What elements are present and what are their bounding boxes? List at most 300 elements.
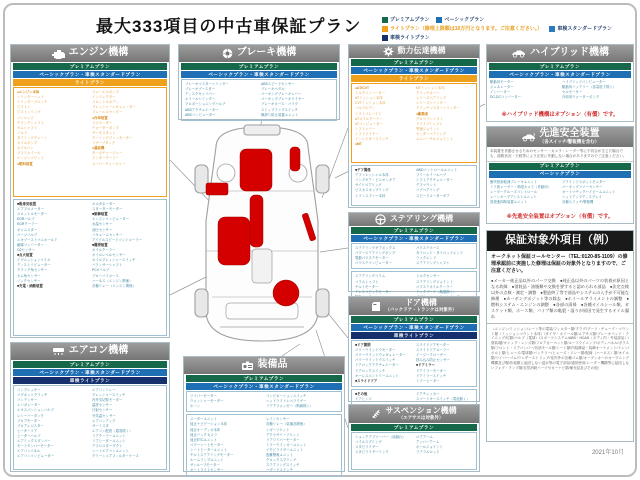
list-item: スーパーチャージャー: [92, 161, 126, 166]
panel-steering: [348, 212, 480, 292]
power-bar-basic: ベーシックプラン・車検スタンダードプラン: [351, 67, 477, 74]
list-item: クロックスプリング: [266, 458, 297, 463]
list-item: スターターモーター: [92, 207, 123, 212]
list-item: 純正バックカメラ: [190, 432, 218, 437]
steering-bar-premium: プレミアムプラン: [351, 227, 477, 234]
list-item: コンデンサー: [17, 398, 38, 403]
list-item: ■吸排気装置: [17, 202, 37, 206]
list-item: ヘッドライトレベライザー: [266, 399, 307, 404]
list-item: パワステオイルクーラー: [416, 284, 453, 289]
list-item: スロットルボディ: [92, 100, 119, 105]
list-item: ハブベアリング: [416, 188, 440, 193]
panel-engine: [10, 44, 170, 338]
list-item: ドアミラーモーター: [416, 368, 447, 373]
engine-light-list: [13, 87, 167, 197]
door-header: ドア機構 （バックドア・トランクは対象外）: [349, 297, 479, 315]
list-item: トルクセンサー: [416, 274, 440, 279]
list-item: ABSスピードセンサー: [261, 82, 295, 86]
steering-header: ステアリング機構: [349, 213, 479, 226]
list-item: プロポーショニングバルブ: [185, 102, 226, 107]
hybrid-car-icon: [511, 49, 526, 58]
list-item: クリーンエアフィルターケース: [92, 454, 139, 459]
list-item: ハザードスイッチ: [266, 468, 293, 473]
list-item: ATミッション本体: [355, 96, 383, 101]
list-item: ユニバーサルジョイント: [416, 137, 453, 142]
list-item: 電動パワステモーター: [355, 256, 389, 261]
list-item: ラックエンド: [416, 256, 437, 261]
equipment-bar-premium: プレミアムプラン: [186, 375, 342, 382]
list-item: 4WDコントロールユニット: [416, 168, 458, 172]
list-item: シフトワイヤー: [355, 131, 379, 136]
list-item: クランクシャフト: [17, 120, 44, 125]
engine-icon: [52, 49, 65, 59]
list-item: サンルーフモーター: [190, 463, 220, 468]
list-item: ■ドア開閉: [355, 343, 371, 347]
list-item: エアコンアンプ: [92, 418, 116, 423]
suspension-bar-premium: プレミアムプラン: [351, 424, 477, 431]
hybrid-header: ハイブリッド機構: [487, 45, 633, 62]
safety-disclaimer: 本装置を作動させるためのセンサー・カメラ・レーダー等に不具合が生じた場合でも、道路状況・天候等により正常に作動しない場合がありますのでご注意ください。: [487, 147, 633, 162]
list-item: ステアリングスイッチ: [266, 463, 300, 468]
panel-equipment: [183, 356, 345, 472]
aircon-bar-basic: ベーシックプラン・車検スタンダードプラン: [13, 369, 167, 376]
list-item: エアコンパネル: [17, 449, 41, 454]
list-item: パワステコンピューター: [355, 261, 392, 266]
steering-bar-basic: ベーシックプラン・車検スタンダードプラン: [351, 235, 477, 242]
list-item: PCVバルブ: [92, 268, 110, 273]
list-item: CVTミッション本体: [355, 101, 386, 106]
list-item: ステアリングジョイント: [416, 279, 453, 284]
list-item: シガーソケット: [266, 427, 290, 432]
brake-disc-icon: [222, 48, 233, 59]
list-item: クーリングファンモーター: [92, 135, 133, 140]
list-item: 等速ジョイント: [416, 126, 440, 131]
list-item: 日射センサー: [92, 408, 113, 413]
list-item: ATコンピューター: [355, 121, 383, 126]
panel-aircon: [10, 342, 170, 472]
hybrid-list: [487, 78, 633, 108]
power-light-list: [351, 83, 477, 163]
list-item: ビスカスカップリング: [355, 188, 389, 193]
list-item: ドアロックスイッチ: [355, 368, 386, 373]
equipment-premium-list: [186, 414, 342, 476]
exclusions-bullet-list: ●メーカー純正品以外のパーツ交換 ●純正品以外のパーツの装着が原因となる故障 ●消耗品・油脂類や交換を要すると認められる部品 ●法定点検以外の点検・測定・調整 ●製造終了等で部品やシステムの入手が不可能な修理 ●カーボンデポジット等の除去 ●ホイールアライメントの調整 ●燃料システム・エンジンの調整 ●各部の清掃 ●各種オイルシール類、ガスケット類、ホース類、パイプ類の亀裂・湿りが原因で発生するオイル漏れ: [491, 278, 629, 319]
list-item: フライホイール: [17, 151, 41, 156]
list-item: ●燃料装置: [17, 161, 33, 166]
list-item: シフトソレノイド: [355, 111, 382, 116]
panel-brake: [178, 44, 340, 120]
list-item: ターボチャージャー: [92, 151, 123, 156]
list-item: フリーホイールハブ: [416, 173, 447, 178]
list-item: スマートキースイッチ（電池除く）: [416, 396, 470, 401]
list-item: ブレーキホース・パイプ: [261, 102, 298, 107]
list-item: ■デフ関係: [355, 168, 371, 172]
list-item: ホーン: [190, 404, 201, 409]
list-item: レリーズベアリング: [416, 96, 447, 101]
panel-door: [348, 296, 480, 402]
list-item: サーモスタット: [92, 130, 116, 135]
steering-wheel-icon: [375, 214, 386, 225]
list-item: エキスパンションバルブ: [17, 408, 54, 413]
list-item: ドライブシャフト: [416, 121, 443, 126]
power-bar-premium: プレミアムプラン: [351, 59, 477, 66]
list-item: エキゾーストマニホールド: [17, 237, 58, 242]
list-item: ラジエーター: [92, 120, 113, 125]
list-item: アイドルスピードコントローラー: [92, 237, 143, 242]
safety-header: 先進安全装置 （各スイッチ/警報機を含む）: [487, 127, 633, 147]
shock-absorber-icon: [371, 408, 381, 420]
list-item: レリーズシリンダー: [416, 101, 447, 106]
list-item: 誤発進抑制装置ユニット: [490, 200, 528, 205]
list-item: モードダンパーモーター: [17, 444, 54, 449]
list-item: ブロアモーター: [17, 418, 41, 423]
list-item: インバーター: [490, 90, 511, 95]
list-item: プレッシャースイッチ: [92, 393, 126, 398]
list-item: コンビネーションスイッチ: [266, 394, 307, 398]
power-bar-light: ライトプラン: [351, 75, 477, 82]
list-item: ロアアーム: [416, 435, 433, 439]
list-item: ●エンジン本体: [17, 90, 40, 94]
list-item: オイルポンプ: [17, 141, 38, 146]
panel-suspension: [348, 404, 480, 472]
panel-hybrid: [486, 44, 634, 122]
list-item: 触媒コンバーター: [17, 242, 44, 247]
list-item: エアフロメーター: [17, 207, 45, 212]
list-item: 横滑り防止装置ユニット: [261, 112, 299, 117]
list-item: オイルクーラー: [92, 247, 116, 252]
list-item: チルトモーター: [355, 284, 379, 289]
list-item: チルトステアリングモーター: [190, 453, 234, 458]
list-item: リアデフォッガー（断線除く）: [266, 404, 314, 409]
list-item: パワーシートモーター: [190, 442, 224, 447]
list-item: スライドドアモーター: [416, 343, 450, 347]
list-item: エバポレーター: [17, 403, 41, 408]
car-top-view-diagram: [186, 121, 338, 347]
issue-date: 2021年10月: [591, 450, 624, 456]
list-item: 駆動用バッテリー（容量低下除く）: [562, 85, 617, 90]
list-item: ホイールシリンダー: [185, 97, 216, 102]
list-item: ステアリングコラム: [355, 274, 386, 279]
legend-premium: プレミアムプラン: [382, 16, 429, 23]
list-item: パワーウインドウレギュレーター: [355, 353, 406, 358]
list-item: ディスクキャリパー: [185, 92, 216, 97]
list-item: メーターユニット: [190, 417, 217, 422]
list-item: インジェクター: [92, 95, 116, 100]
safety-option-note: ※先進安全装置はオプション（有償）です。: [506, 214, 614, 220]
list-item: トルクコンバーター: [355, 91, 386, 96]
list-item: ●冷却装置: [92, 115, 108, 120]
legend-light: ライトプラン（修理上限額は10万円となります。ご注意ください。）: [382, 25, 542, 32]
list-item: レシーバータンク: [17, 413, 44, 418]
list-item: 衝突被害軽減ブレーキユニット: [490, 179, 538, 184]
list-item: エアミックスダンパー: [17, 439, 51, 444]
list-item: リングギア・ピニオンギア: [355, 178, 396, 183]
list-item: インタークーラー: [92, 156, 119, 161]
list-item: ステアリングシャフト: [416, 261, 450, 266]
list-item: ミラーヒーター: [416, 378, 440, 383]
legend-syaken-standard: 車検スタンダードプラン: [549, 25, 612, 32]
list-item: O2センサー: [17, 247, 36, 252]
list-item: バキュームセンサー: [92, 232, 123, 237]
list-item: ハーネス（エンジン関係）: [92, 278, 133, 283]
list-item: ■スライドドア: [355, 378, 378, 383]
door-bar-premium: プレミアムプラン: [351, 316, 477, 323]
power-header: 動力伝達機構: [349, 45, 479, 58]
list-item: MTミッション本体: [416, 86, 445, 90]
list-item: 外気温センサー: [92, 413, 116, 418]
list-item: インヒビタースイッチ: [355, 137, 389, 142]
list-item: ワイパーモーター: [190, 394, 217, 398]
list-item: ショックアブソーバー（油漏れ）: [355, 435, 406, 439]
list-item: 各種リレー（装備品関係）: [266, 422, 307, 427]
list-item: ルームランプユニット: [190, 458, 224, 463]
list-item: セルモーター: [562, 90, 583, 95]
list-item: ピストンリング: [17, 110, 41, 115]
list-item: スタビライザー: [355, 445, 379, 450]
list-item: デファレンシャル本体: [355, 173, 389, 178]
exclusions-callcenter-note: オークネット保証コールセンター（TEL:0120-85-1109）の修理承認前に実施した修理は保証の対象外となりますので、ご注意ください。: [491, 254, 628, 274]
list-item: イグニッションコイル: [17, 258, 51, 263]
list-item: オートライトセンサー: [190, 468, 224, 473]
list-item: バランサーシャフト: [92, 263, 123, 268]
safety-bar-premium: プレミアムプラン: [489, 163, 631, 170]
list-item: 純正ナビゲーション本体: [190, 422, 228, 427]
hybrid-bar-premium: プレミアムプラン: [489, 63, 631, 70]
list-item: EGRバルブ: [17, 217, 35, 222]
list-item: 水温センサー: [92, 222, 113, 227]
list-item: パージバルブ: [17, 232, 38, 237]
list-item: ディストリビューター: [17, 263, 51, 268]
hybrid-bar-basic: ベーシックプラン・車検スタンダードプラン: [489, 71, 631, 78]
list-item: タイミングチェーン: [17, 135, 48, 140]
list-item: ステアリングギアボックス: [355, 246, 396, 250]
list-item: ブローバイホース: [92, 273, 119, 278]
list-item: エアコンコンピューター: [17, 454, 55, 459]
engine-bar-premium: プレミアムプラン: [13, 63, 167, 70]
list-item: ■点火装置: [17, 253, 33, 258]
list-item: ■充電・始動装置: [17, 283, 43, 288]
list-item: 温度センサー: [92, 403, 113, 408]
list-item: プレッシャーレギュレーター: [92, 105, 136, 110]
list-item: イージークローザー: [416, 353, 447, 358]
list-item: ブレーキペダル: [261, 87, 285, 92]
list-item: ラテラルロッド: [416, 450, 440, 455]
safety-sensor-car-icon: [521, 132, 536, 142]
power-premium-list: [351, 165, 477, 206]
list-item: エンジンマウント: [17, 156, 44, 161]
list-item: コラムシャフト: [355, 279, 379, 284]
list-item: 内外気切替モーター: [92, 398, 123, 403]
list-item: シフトアクチュエーター: [416, 178, 453, 183]
list-item: レインセンサー: [266, 417, 290, 422]
list-item: リザーブタンク: [92, 141, 116, 146]
list-item: 純正ETCユニット: [190, 437, 217, 442]
list-item: 各種リレー（エンジン関係）: [92, 283, 136, 288]
list-item: ミリ波レーダー・単眼カメラ（作動用）: [490, 184, 552, 189]
aircon-header: エアコン機構: [11, 343, 169, 360]
list-item: ドアチェッカー: [416, 391, 440, 396]
list-item: パワステホース: [416, 246, 440, 250]
list-item: ストップランプスイッチ: [261, 107, 298, 112]
list-item: アッパーアーム: [416, 440, 440, 445]
list-item: エアコン配管（腐食除く）: [92, 428, 133, 433]
steering-basic-list: [351, 243, 477, 269]
suspension-header: サスペンション機構 （エアサスは対象外）: [349, 405, 479, 423]
list-item: ラックブーツ（亀裂除く）: [416, 289, 457, 294]
engine-bar-light: ライトプラン: [13, 79, 167, 86]
aircon-icon: [52, 347, 65, 356]
list-item: シートエアコンユニット: [92, 449, 129, 454]
list-item: ウォーターポンプ: [92, 125, 119, 130]
list-item: クラッチカバー: [416, 91, 440, 96]
list-item: 盗難警報ユニット: [266, 453, 293, 458]
door-bar-syaken-light: 車検ライトプラン: [351, 332, 477, 339]
list-item: クランク角センサー: [17, 268, 48, 273]
list-item: スライドドアローラー: [416, 348, 450, 353]
list-item: デフマウント: [416, 183, 437, 188]
aircon-bar-syaken-light: 車検ライトプラン: [13, 377, 167, 384]
panel-power-transmission: [348, 44, 480, 208]
list-item: バルブボディ: [355, 106, 376, 111]
list-item: ATオイルクーラー: [355, 116, 383, 121]
list-item: イモビライザーユニット: [266, 447, 304, 452]
list-item: サイドベアリング: [355, 183, 382, 188]
list-item: DC-DCコンバーター: [490, 95, 522, 100]
list-item: ■潤滑装置: [92, 242, 108, 247]
safety-bar-basic: ベーシックプラン: [489, 171, 631, 178]
list-item: ヒーターバルブ: [17, 433, 41, 438]
list-item: オルタネーター: [92, 202, 116, 206]
list-item: ヒーターコア: [17, 428, 38, 433]
list-item: ■ドアミラー: [416, 363, 435, 368]
list-item: オイルパン: [17, 146, 34, 151]
page-title: 最大333項目の中古車保証プラン: [96, 17, 362, 36]
list-item: レーダークルーズコントロール: [490, 189, 538, 194]
list-item: ヘッドアップディスプレイ: [562, 195, 602, 200]
list-item: ブロアレジスター: [17, 423, 44, 428]
list-item: クラッチマスターシリンダー: [416, 106, 460, 111]
list-item: カムシャフト: [17, 125, 38, 130]
list-item: シフトレバー: [355, 126, 376, 131]
list-item: ●過給機: [92, 146, 105, 151]
door-icon: [371, 301, 381, 312]
list-item: ■その他: [355, 391, 368, 396]
engine-header: エンジン機構: [11, 45, 169, 62]
list-item: パーキングソナーセンサー: [562, 184, 603, 189]
list-item: EGRクーラー: [17, 222, 38, 227]
safety-list: [487, 178, 633, 210]
list-item: パワーウインドウスイッチ: [355, 358, 396, 363]
list-item: ウォッシャーモーター: [190, 399, 224, 404]
list-item: ハイブリッドコンピューター: [562, 80, 606, 84]
door-premium-list: [351, 389, 477, 405]
list-item: フューエルセンダー: [92, 110, 123, 115]
list-item: リアワイパーモーター: [266, 437, 300, 442]
list-item: キーレスエントリーユニット: [355, 373, 399, 378]
list-item: カム角センサー: [17, 273, 41, 278]
brake-bar-premium: プレミアムプラン: [181, 63, 337, 70]
panel-safety: [486, 126, 634, 224]
equipment-header: 装備品: [184, 357, 344, 374]
list-item: ノックセンサー: [17, 278, 41, 283]
list-item: エアコンリレー: [92, 388, 116, 392]
list-item: プロペラシャフト: [416, 116, 444, 121]
list-item: ブレーキマスターシリンダー: [185, 82, 229, 86]
list-item: ●MT: [355, 142, 362, 147]
list-item: センターベアリング: [416, 131, 447, 136]
list-item: ピストン: [17, 105, 31, 110]
list-item: ボールジョイント: [416, 445, 443, 450]
list-item: ジェネレーター: [490, 85, 514, 90]
equipment-bar-basic: ベーシックプラン・車検スタンダードプラン: [186, 383, 342, 390]
engine-premium-list: [13, 199, 167, 336]
list-item: 挟み込み防止センサー: [416, 358, 450, 363]
list-item: オイルプレッシャースイッチ: [92, 258, 136, 263]
list-item: パーキングブレーキワイヤー: [261, 97, 305, 102]
list-item: スタビライザーリンク: [355, 450, 389, 455]
list-item: パワーウインドウモーター: [355, 348, 396, 353]
legend-basic: ベーシックプラン: [436, 16, 484, 23]
list-item: 駆動用モーター: [490, 80, 514, 84]
list-item: ミラーウインカーユニット: [266, 442, 307, 447]
list-item: レーンキープアシストユニット: [490, 195, 537, 200]
list-item: シートヒーターユニット: [190, 447, 228, 452]
list-item: 純正オーディオ本体: [190, 427, 221, 432]
suspension-list: [351, 432, 477, 470]
list-item: 各種スイッチ/警報機: [562, 200, 594, 205]
list-item: マグネットクラッチ: [17, 393, 48, 398]
list-item: ブラインドスポットモニター: [562, 179, 606, 184]
panel-exclusions: [486, 230, 634, 442]
door-list: [351, 340, 477, 387]
list-item: ●AT/CVT: [355, 86, 370, 90]
hybrid-option-note: ※ハイブリッド機構はオプション（有償）です。: [501, 112, 619, 118]
list-item: バルブ: [17, 130, 28, 135]
list-item: ドアヒンジ: [355, 396, 372, 401]
exclusions-header: 保証対象外項目（例）: [487, 231, 633, 251]
list-item: ドアロックアクチュエーター: [355, 363, 399, 368]
list-item: ■制御装置: [92, 212, 108, 217]
list-item: ABSコンピューター: [185, 112, 216, 117]
list-item: パワーステアリングポンプ: [355, 251, 396, 256]
gear-icon: [383, 46, 394, 57]
list-item: リアヒーターユニット: [92, 439, 126, 444]
list-item: テレスコピックモーター: [355, 289, 392, 294]
list-item: タイロッド・タイロッドエンド: [416, 251, 464, 256]
list-item: シリンダーブロック: [17, 100, 48, 105]
list-item: ABSアクチュエーター: [185, 107, 219, 112]
engine-bar-basic: ベーシックプラン・車検スタンダードプラン: [13, 71, 167, 78]
list-item: ドアミラースイッチ: [416, 373, 447, 378]
equipment-basic-list: [186, 391, 342, 412]
list-item: コンプレッサー: [17, 388, 41, 392]
aircon-bar-premium: プレミアムプラン: [13, 361, 167, 368]
list-item: パーキングブレーキレバー: [261, 92, 302, 97]
exclusions-detail-list: （エンジン/ミッション/レーン等の電装/フィルター類/プラグ/プーリ・チューブ・マウント類（ミッションマウント本体）/タイヤ・ホイール類/エアサス類/ブレーキパッド・ライニング/灯類/バルブ（電球）/スポーツシステム/ABS・HCAS（ボディ内・外装部品）/塗装/鍵/キャップ・レンズ類/フロアカーペット類/ルーフライニング/ボディパネル/ガラス類/フロント・リアバンパー/各部モール類/シート類/内装飾品・装飾オーナメント/ドレン/ボルト類/ヒューズ/電球類/バッテリー/ヒューズ・リレー類/配線（ハーネス）類/オイル類/ワイパーゴム/ウェザーストリップ/室内外の各種ゴム類/オープンカーのオープニング機構及び幌/布地類に起因しない浸水等の電子部品/通常使用/レーダー機構等に起因しないフォグ・ランプ類/自然消耗パーツやカーナビ類/補充品及びその他）: [487, 323, 633, 441]
aircon-list: [13, 385, 167, 470]
list-item: コイルスプリング: [355, 440, 382, 445]
list-item: リアクーラーユニット: [92, 433, 126, 438]
list-item: スピードメーターギア: [416, 193, 450, 198]
list-item: オートマチックハイビームユニット: [562, 189, 616, 194]
navigation-icon: [241, 361, 254, 371]
list-item: アクセサリーソケット: [266, 432, 300, 437]
legend-syaken-light: 車検ライトプラン: [382, 34, 430, 41]
list-item: 油圧センサー: [92, 227, 113, 232]
list-item: コンロッド: [17, 115, 34, 120]
list-item: スロットルモーター: [17, 212, 48, 217]
list-item: 冷却用ウォーターポンプ: [562, 95, 600, 100]
